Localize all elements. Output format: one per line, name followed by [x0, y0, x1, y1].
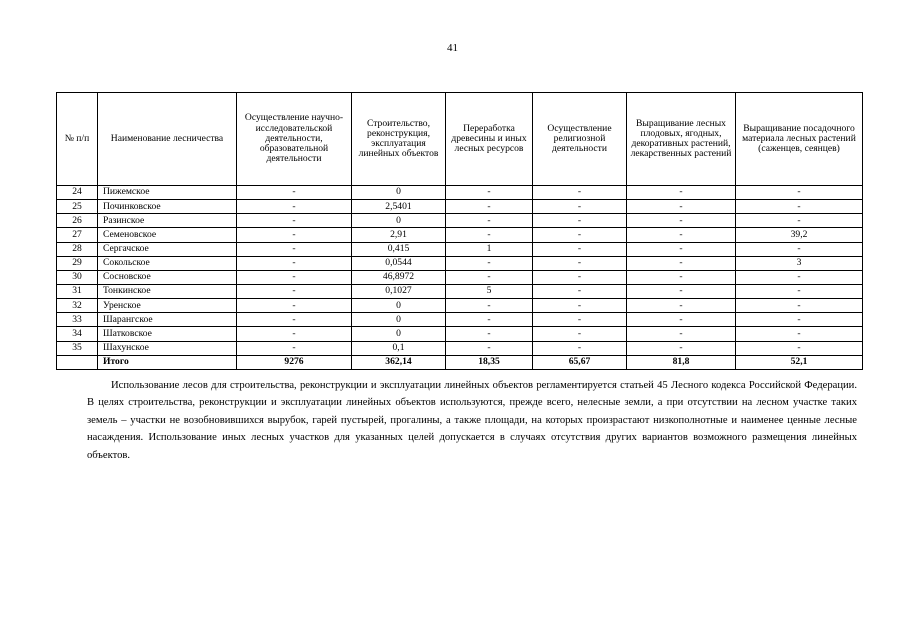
- header-forestry-name: Наименование лесничества: [98, 93, 237, 186]
- cell-wood-processing: -: [446, 256, 533, 270]
- cell-number: 26: [57, 214, 98, 228]
- total-number: [57, 355, 98, 369]
- table-row: [57, 186, 863, 200]
- total-religious: 65,67: [533, 355, 627, 369]
- total-research: 9276: [237, 355, 352, 369]
- total-row: [57, 355, 863, 369]
- cell-wood-processing: -: [446, 200, 533, 214]
- header-religious: Осуществление религиозной деятельности: [533, 93, 627, 186]
- cell-plant-growing: -: [627, 256, 736, 270]
- cell-construction: 0,1027: [352, 284, 446, 298]
- total-seedlings: 52,1: [736, 355, 863, 369]
- cell-number: 29: [57, 256, 98, 270]
- cell-construction: 0: [352, 214, 446, 228]
- cell-number: 33: [57, 313, 98, 327]
- cell-religious: -: [533, 341, 627, 355]
- cell-construction: 0: [352, 299, 446, 313]
- cell-forestry-name: Шарангское: [98, 313, 237, 327]
- cell-plant-growing: -: [627, 327, 736, 341]
- cell-forestry-name: Шатковское: [98, 327, 237, 341]
- cell-forestry-name: Сергачское: [98, 242, 237, 256]
- total-label: Итого: [98, 355, 237, 369]
- cell-forestry-name: Тонкинское: [98, 284, 237, 298]
- table-row: [57, 284, 863, 298]
- cell-forestry-name: Разинское: [98, 214, 237, 228]
- cell-wood-processing: -: [446, 214, 533, 228]
- cell-plant-growing: -: [627, 284, 736, 298]
- cell-forestry-name: Семеновское: [98, 228, 237, 242]
- cell-wood-processing: -: [446, 186, 533, 200]
- header-wood-processing: Переработка древесины и иных лесных ресурсов: [446, 93, 533, 186]
- cell-plant-growing: -: [627, 299, 736, 313]
- cell-plant-growing: -: [627, 214, 736, 228]
- cell-number: 35: [57, 341, 98, 355]
- cell-plant-growing: -: [627, 341, 736, 355]
- cell-wood-processing: -: [446, 299, 533, 313]
- table-row: [57, 228, 863, 242]
- cell-number: 32: [57, 299, 98, 313]
- cell-religious: -: [533, 270, 627, 284]
- cell-forestry-name: Сокольское: [98, 256, 237, 270]
- cell-forestry-name: Уренское: [98, 299, 237, 313]
- total-wood-processing: 18,35: [446, 355, 533, 369]
- table-row: [57, 313, 863, 327]
- cell-seedlings: -: [736, 313, 863, 327]
- cell-religious: -: [533, 299, 627, 313]
- cell-seedlings: -: [736, 200, 863, 214]
- cell-research: -: [237, 284, 352, 298]
- cell-construction: 0,0544: [352, 256, 446, 270]
- cell-research: -: [237, 214, 352, 228]
- cell-forestry-name: Пижемское: [98, 186, 237, 200]
- header-row: [57, 93, 863, 186]
- cell-seedlings: -: [736, 284, 863, 298]
- cell-research: -: [237, 228, 352, 242]
- cell-number: 25: [57, 200, 98, 214]
- cell-seedlings: 3: [736, 256, 863, 270]
- cell-research: -: [237, 270, 352, 284]
- table-row: [57, 327, 863, 341]
- cell-wood-processing: 1: [446, 242, 533, 256]
- header-research: Осуществление научно-исследовательской деятельности, образовательной деятельности: [237, 93, 352, 186]
- table-header: [57, 93, 863, 186]
- cell-number: 34: [57, 327, 98, 341]
- cell-religious: -: [533, 242, 627, 256]
- table-row: [57, 242, 863, 256]
- total-plant-growing: 81,8: [627, 355, 736, 369]
- cell-plant-growing: -: [627, 200, 736, 214]
- cell-research: -: [237, 242, 352, 256]
- cell-seedlings: -: [736, 341, 863, 355]
- cell-forestry-name: Починковское: [98, 200, 237, 214]
- table-row: [57, 341, 863, 355]
- cell-construction: 0: [352, 313, 446, 327]
- cell-construction: 2,5401: [352, 200, 446, 214]
- cell-number: 27: [57, 228, 98, 242]
- page-number: 41: [447, 42, 458, 54]
- cell-seedlings: -: [736, 299, 863, 313]
- cell-construction: 2,91: [352, 228, 446, 242]
- cell-seedlings: -: [736, 242, 863, 256]
- cell-seedlings: 39,2: [736, 228, 863, 242]
- table-row: [57, 299, 863, 313]
- cell-number: 30: [57, 270, 98, 284]
- cell-religious: -: [533, 214, 627, 228]
- cell-number: 28: [57, 242, 98, 256]
- cell-seedlings: -: [736, 186, 863, 200]
- cell-plant-growing: -: [627, 242, 736, 256]
- cell-construction: 0,1: [352, 341, 446, 355]
- table-row: [57, 200, 863, 214]
- cell-wood-processing: -: [446, 313, 533, 327]
- header-seedlings: Выращивание посадочного материала лесных растений (саженцев, сеянцев): [736, 93, 863, 186]
- table-row: [57, 270, 863, 284]
- cell-number: 24: [57, 186, 98, 200]
- cell-research: -: [237, 313, 352, 327]
- cell-plant-growing: -: [627, 270, 736, 284]
- cell-religious: -: [533, 200, 627, 214]
- cell-plant-growing: -: [627, 228, 736, 242]
- cell-seedlings: -: [736, 327, 863, 341]
- cell-religious: -: [533, 186, 627, 200]
- total-construction: 362,14: [352, 355, 446, 369]
- cell-construction: 46,8972: [352, 270, 446, 284]
- cell-plant-growing: -: [627, 313, 736, 327]
- cell-research: -: [237, 341, 352, 355]
- cell-construction: 0: [352, 327, 446, 341]
- cell-plant-growing: -: [627, 186, 736, 200]
- cell-wood-processing: -: [446, 270, 533, 284]
- body-paragraph: Использование лесов для строительства, реконструкции и эксплуатации линейных объектов регламентируется статьей 45 Лесного кодекса Российской Федерации. В целях строительства, реконструкции и эксплуатации линейных объектов используются, прежде всего, нелесные земли, а при отсутствии на лесном участке таких земель – участки не возобновившихся вырубок, гарей пустырей, прогалины, а также площади, на которых произрастают низкополнотные и наименее ценные лесные насаждения. Использование иных лесных участков для указанных целей допускается в случаях отсутствия других вариантов возможного размещения линейных объектов.: [87, 380, 857, 461]
- cell-religious: -: [533, 313, 627, 327]
- cell-religious: -: [533, 284, 627, 298]
- cell-research: -: [237, 256, 352, 270]
- cell-religious: -: [533, 327, 627, 341]
- cell-research: -: [237, 299, 352, 313]
- cell-construction: 0: [352, 186, 446, 200]
- cell-wood-processing: -: [446, 341, 533, 355]
- cell-religious: -: [533, 256, 627, 270]
- cell-religious: -: [533, 228, 627, 242]
- cell-wood-processing: -: [446, 327, 533, 341]
- header-number: № п/п: [57, 93, 98, 186]
- cell-construction: 0,415: [352, 242, 446, 256]
- cell-seedlings: -: [736, 214, 863, 228]
- cell-forestry-name: Шахунское: [98, 341, 237, 355]
- forestry-usage-table: [56, 92, 863, 370]
- cell-seedlings: -: [736, 270, 863, 284]
- table-body: [57, 186, 863, 370]
- cell-wood-processing: 5: [446, 284, 533, 298]
- cell-research: -: [237, 327, 352, 341]
- cell-wood-processing: -: [446, 228, 533, 242]
- header-construction: Строительство, реконструкция, эксплуатация линейных объектов: [352, 93, 446, 186]
- cell-research: -: [237, 186, 352, 200]
- table-row: [57, 256, 863, 270]
- cell-forestry-name: Сосновское: [98, 270, 237, 284]
- header-plant-growing: Выращивание лесных плодовых, ягодных, декоративных растений, лекарственных растений: [627, 93, 736, 186]
- table-row: [57, 214, 863, 228]
- cell-number: 31: [57, 284, 98, 298]
- cell-research: -: [237, 200, 352, 214]
